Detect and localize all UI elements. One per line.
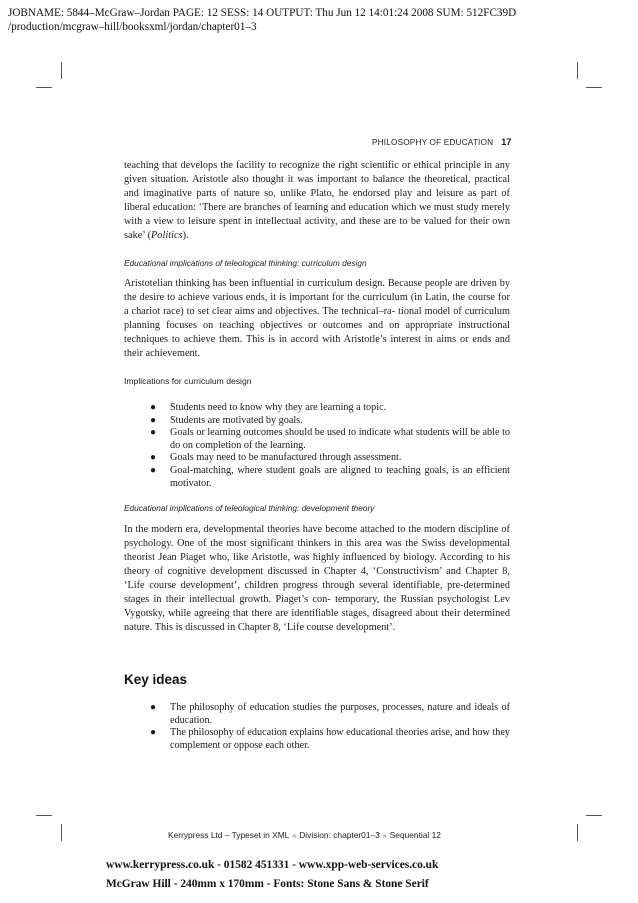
crop-mark xyxy=(61,824,62,841)
separator-icon: » xyxy=(382,833,387,840)
web-contact-line: www.kerrypress.co.uk - 01582 451331 - www.xpp-web-services.co.uk xyxy=(106,859,439,871)
jobname-line: JOBNAME: 5844–McGraw–Jordan PAGE: 12 SESS: 14 OUTPUT: Thu Jun 12 14:01:24 2008 SUM: 512FC39D xyxy=(8,7,517,19)
list-item-text: Students need to know why they are learning a topic. xyxy=(170,402,387,413)
paragraph-1-end: ). xyxy=(182,230,189,241)
list-item xyxy=(150,465,510,490)
list-item xyxy=(150,402,510,415)
curriculum-bullet-list xyxy=(150,402,510,490)
crop-mark xyxy=(36,815,52,816)
list-item xyxy=(150,415,510,428)
typeset-label: Kerrypress Ltd – Typeset in XML xyxy=(168,830,290,840)
paragraph-3: In the modern era, developmental theories have become attached to the modern discipline of psychology. One of the most significant thinkers in this area was the Swiss developmental theorist Jean Piaget who, like Aristotle, was highly influenced by biology. According to his theory of cognitive development discussed in Chapter 4, ‘Constructivism’ and Chapter 8, ‘Life course development’, children progress through several identifiable, pre-determined stages in their intellectual growth. Piaget’s con- temporary, the Russian psychologist Lev Vygotsky, while agreeing that there are identifiable stages, disagreed about their determined nature. This is discussed in Chapter 8, ‘Life course development’. xyxy=(124,524,510,633)
running-head-title: PHILOSOPHY OF EDUCATION xyxy=(372,138,494,147)
crop-mark xyxy=(61,62,62,79)
politics-citation: Politics xyxy=(151,230,183,241)
bullet-icon: ● xyxy=(150,414,157,426)
format-line: McGraw Hill - 240mm x 170mm - Fonts: Stone Sans & Stone Serif xyxy=(106,878,429,890)
section-heading-development: Educational implications of teleological thinking: development theory xyxy=(124,503,375,513)
paragraph-1-text: teaching that develops the facility to recognize the right scientific or ethical principle in any given situation. Aristotle also thought it was important to balance the theoretical, practical and imaginative parts of nature so, unlike Plato, he endorsed play and leisure as part of liberal education: ‘There are branches of learning and education which we must study merely with a view to leisure spent in intellectual activity, and these are to be valued for their own sake’ ( xyxy=(124,160,510,241)
separator-icon: « xyxy=(292,833,297,840)
bullet-icon: ● xyxy=(150,464,157,476)
key-ideas-list xyxy=(150,702,510,752)
list-item-text: Students are motivated by goals. xyxy=(170,414,303,426)
bullet-icon: ● xyxy=(150,702,157,713)
bullet-icon: ● xyxy=(150,727,157,739)
bullet-icon: ● xyxy=(150,452,157,464)
list-item-text: The philosophy of education studies the purposes, processes, nature and ideals of education. xyxy=(170,702,510,726)
job-header xyxy=(8,6,633,34)
paragraph-1 xyxy=(124,159,510,243)
typeset-footer xyxy=(168,830,488,840)
list-item-text: Goals may need to be manufactured through assessment. xyxy=(170,452,402,464)
crop-mark xyxy=(586,87,602,88)
list-item xyxy=(150,427,510,452)
subheading-implications: Implications for curriculum design xyxy=(124,376,252,386)
list-item-text: The philosophy of education explains how educational theories arise, and how they complement or oppose each other. xyxy=(170,727,510,751)
running-head xyxy=(372,137,512,147)
list-item xyxy=(150,702,510,727)
crop-mark xyxy=(36,87,52,88)
key-ideas-title: Key ideas xyxy=(124,672,188,687)
paragraph-2: Aristotelian thinking has been influential in curriculum design. Because people are driven by the desire to achieve various ends, it is important for the curriculum (in Latin, the course for a chariot race) to set clear aims and objectives. The technical–ra- tional model of curriculum planning focuses on teaching objectives or outcomes and on appropriate instructional techniques to achieve them. This is in accord with Aristotle’s interest in aims or ends and their achievement. xyxy=(124,278,510,359)
crop-mark xyxy=(586,815,602,816)
bullet-icon: ● xyxy=(150,427,157,439)
section-heading-curriculum: Educational implications of teleological thinking: curriculum design xyxy=(124,258,367,268)
division-label: Division: chapter01–3 xyxy=(299,830,380,840)
crop-mark xyxy=(577,62,578,79)
path-line: /production/mcgraw–hill/booksxml/jordan/chapter01–3 xyxy=(8,21,257,33)
bullet-icon: ● xyxy=(150,402,157,413)
page-number: 17 xyxy=(501,137,512,147)
list-item xyxy=(150,452,510,465)
sequential-label: Sequential 12 xyxy=(389,830,441,840)
crop-mark xyxy=(577,824,578,841)
list-item-text: Goal-matching, where student goals are aligned to teaching goals, is an efficient motivator. xyxy=(170,464,510,489)
list-item xyxy=(150,727,510,752)
list-item-text: Goals or learning outcomes should be used to indicate what students will be able to do on completion of the learning. xyxy=(170,427,510,451)
